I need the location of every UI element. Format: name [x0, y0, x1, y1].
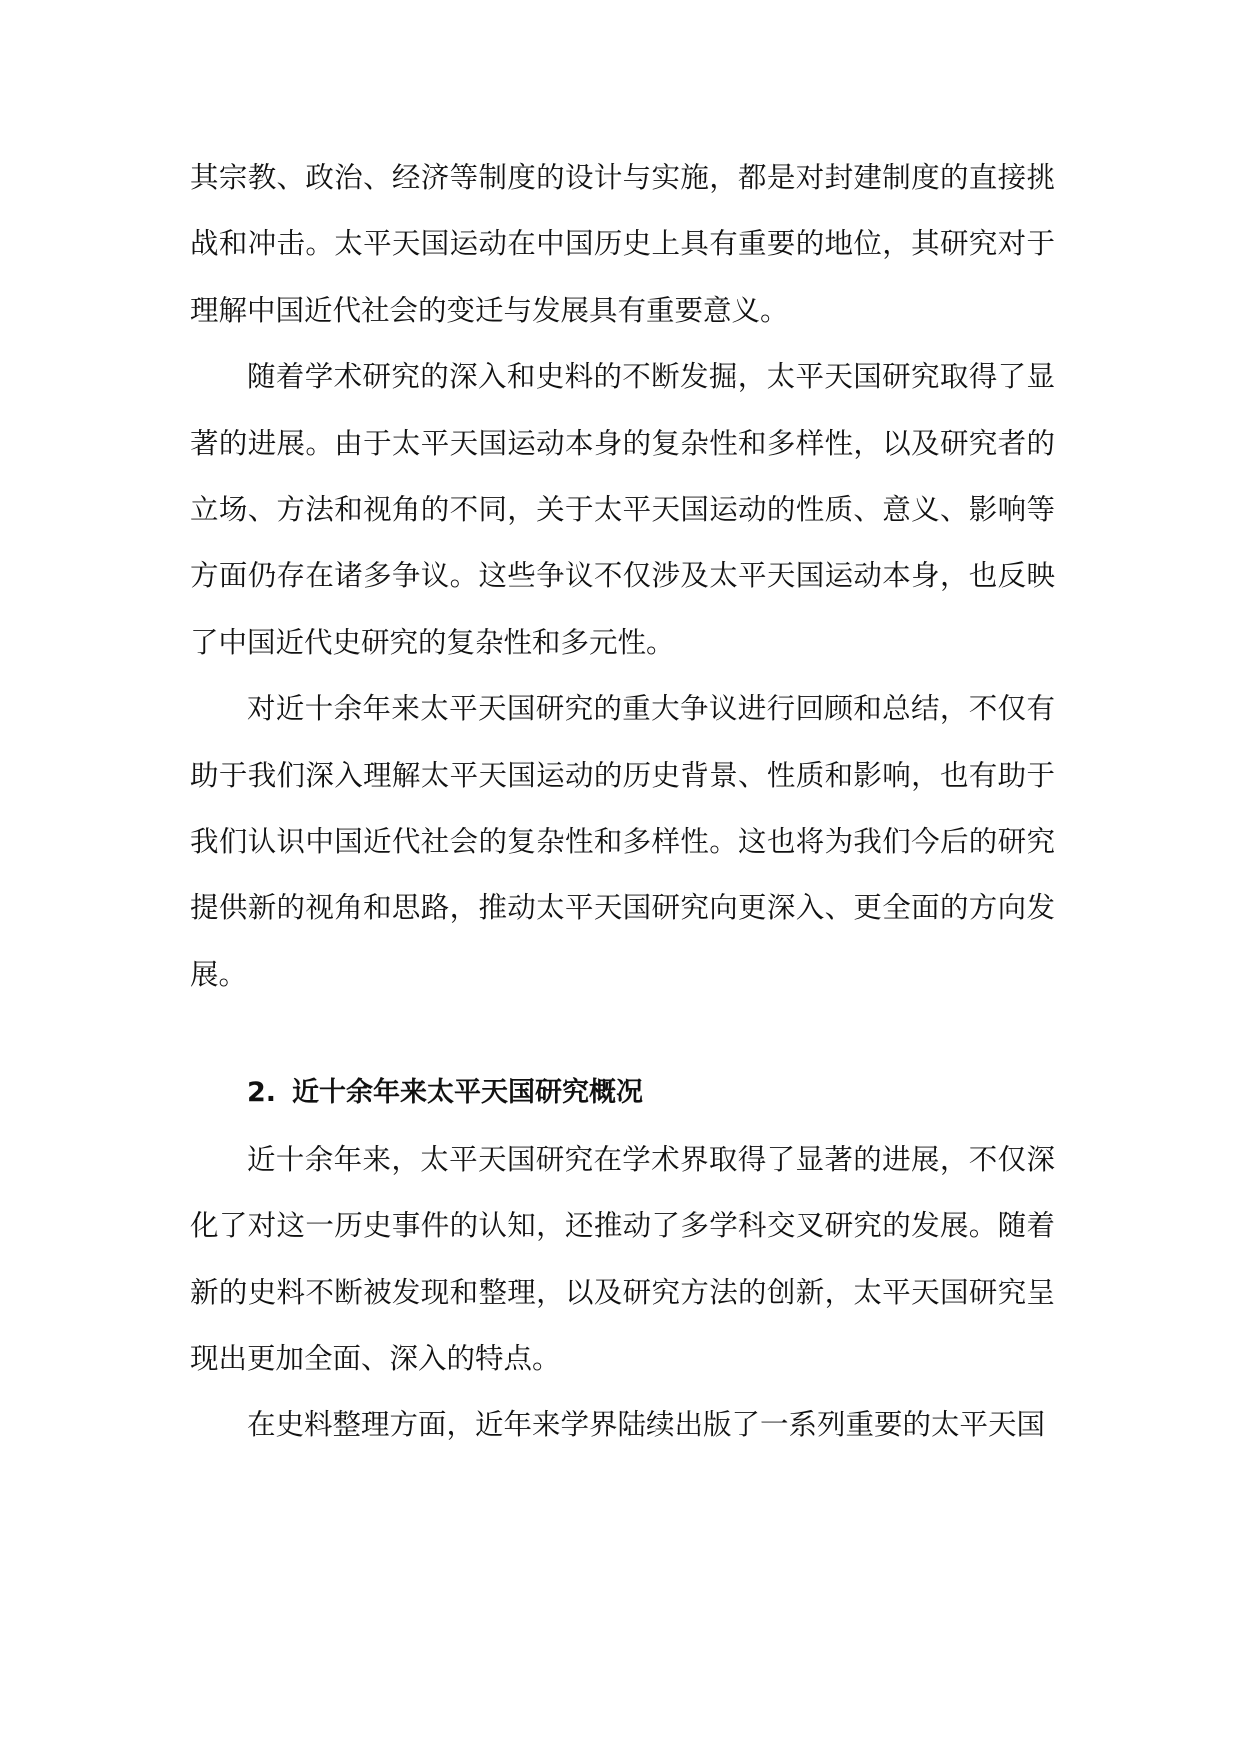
- paragraph-source-materials: 在史料整理方面，近年来学界陆续出版了一系列重要的太平天国: [247, 1408, 1046, 1442]
- paragraph-overview: 近十余年来，太平天国研究在学术界取得了显著的进展，不仅深化了对这一历史事件的认知，还推动了多学科交叉研究的发展。随着新的史料不断被发现和整理，以及研究方法的创新，太平天国研究呈现出更加全面、深入的特点。: [190, 1142, 1055, 1375]
- paragraph-research-progress: 随着学术研究的深入和史料的不断发掘，太平天国研究取得了显著的进展。由于太平天国运动本身的复杂性和多样性，以及研究者的立场、方法和视角的不同，关于太平天国运动的性质、意义、影响等方面仍存在诸多争议。这些争议不仅涉及太平天国运动本身，也反映了中国近代史研究的复杂性和多元性。: [190, 360, 1055, 659]
- section-title: 近十余年来太平天国研究概况: [292, 1077, 644, 1109]
- section-number: 2.: [247, 1077, 277, 1109]
- paragraph-continuation: 其宗教、政治、经济等制度的设计与实施，都是对封建制度的直接挑战和冲击。太平天国运动在中国历史上具有重要的地位，其研究对于理解中国近代社会的变迁与发展具有重要意义。: [190, 161, 1055, 327]
- document-body: [190, 145, 1055, 1459]
- section-heading: [190, 1060, 1055, 1126]
- paragraph-review-significance: 对近十余年来太平天国研究的重大争议进行回顾和总结，不仅有助于我们深入理解太平天国运动的历史背景、性质和影响，也有助于我们认识中国近代社会的复杂性和多样性。这也将为我们今后的研究提供新的视角和思路，推动太平天国研究向更深入、更全面的方向发展。: [190, 692, 1055, 991]
- section-spacer: [190, 1008, 1055, 1060]
